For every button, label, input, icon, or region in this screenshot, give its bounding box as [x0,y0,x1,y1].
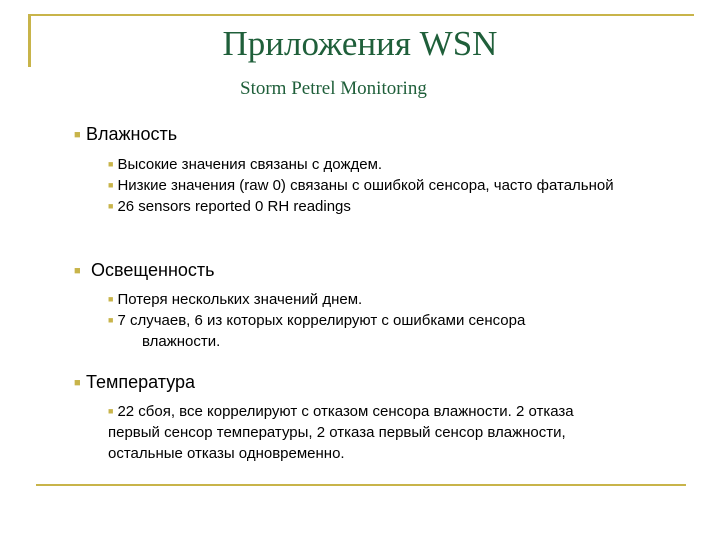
square-bullet-icon: ■ [74,265,81,277]
square-bullet-icon: ■ [74,129,81,141]
section-heading: ■ Освещенность [74,260,215,280]
square-bullet-icon: ■ [108,201,114,211]
section-heading: ■ Влажность [74,124,178,144]
list-item: ■ 7 случаев, 6 из которых коррелируют с ошибками сенсора [108,312,526,329]
list-item-continuation: влажности. [142,333,221,350]
list-item: ■ Низкие значения (raw 0) связаны с ошибкой сенсора, часто фатальной [108,177,614,194]
list-item: ■ 26 sensors reported 0 RH readings [108,198,351,215]
accent-top-line [28,14,694,16]
square-bullet-icon: ■ [108,294,114,304]
section-temperature [74,371,654,464]
square-bullet-icon: ■ [108,315,114,325]
section-illumination [74,259,654,352]
slide-subtitle: Storm Petrel Monitoring [240,78,427,99]
section-humidity [74,123,654,217]
list-item: ■ 22 сбоя, все коррелируют с отказом сенсора влажности. 2 отказа первый сенсор температуры, 2 отказа первый сенсор влажности, остальные отказы одновременно. [108,403,574,462]
square-bullet-icon: ■ [74,377,81,389]
section-heading: ■ Температура [74,372,196,392]
slide-title: Приложения WSN [222,24,498,63]
square-bullet-icon: ■ [108,406,114,416]
list-item: ■ Потеря нескольких значений днем. [108,291,363,308]
square-bullet-icon: ■ [108,180,114,190]
list-item: ■ Высокие значения связаны с дождем. [108,156,383,173]
square-bullet-icon: ■ [108,159,114,169]
accent-bottom-line [36,484,686,486]
